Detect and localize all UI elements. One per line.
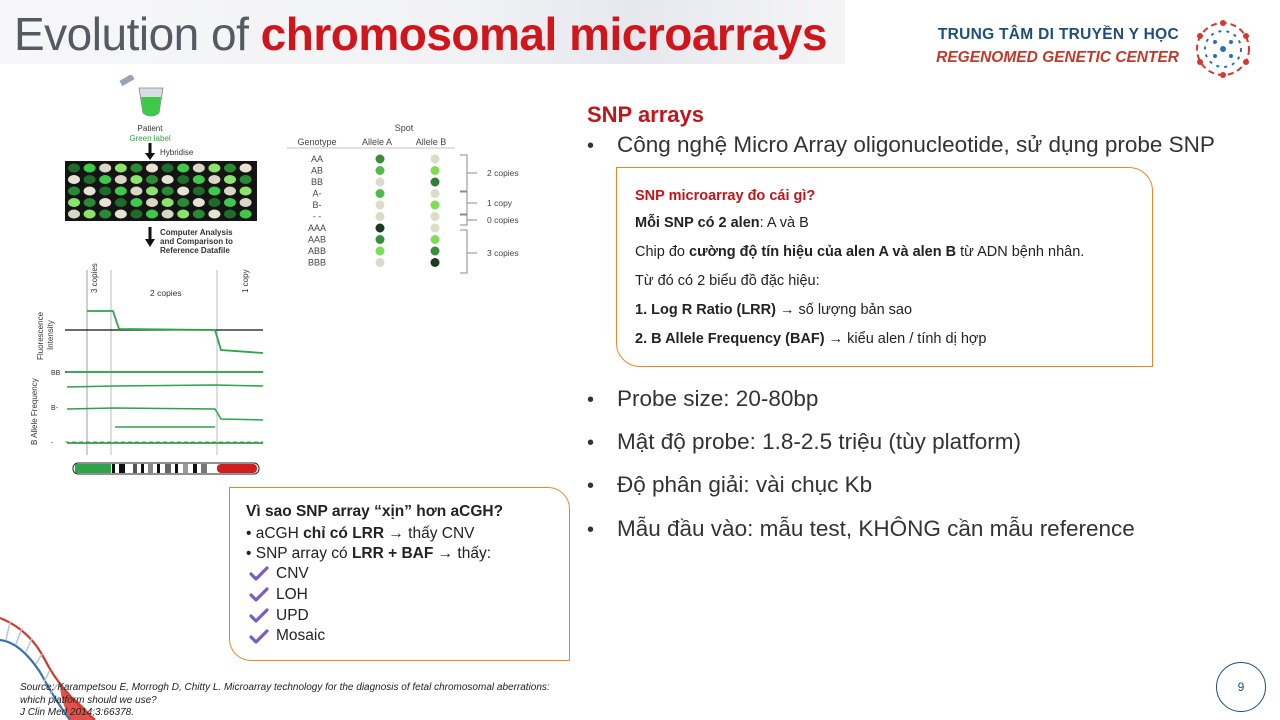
array-spot (130, 164, 142, 173)
hybridise-label: Hybridise (160, 148, 194, 157)
slide-title (14, 8, 827, 60)
source-line-2: which platform should we use? (20, 694, 157, 706)
baf-tick-dash: - (51, 440, 54, 447)
source-citation (20, 682, 620, 720)
allele-b-header: Allele B (415, 137, 447, 147)
check-item-mosaic (246, 626, 569, 647)
source-line-1: Source: Karampetsou E, Morrogh D, Chitty L. Microarray technology for the diagnosis of fetal chromosomal aberrations: (20, 682, 550, 693)
green-label: Green label (129, 134, 171, 143)
track-3-copies: 3 copies (90, 263, 99, 293)
allele-spot (431, 201, 440, 210)
regenomed-logo-icon (1190, 16, 1256, 82)
allele-spot (431, 224, 440, 233)
array-spot (208, 175, 220, 184)
title-part-gray: Evolution of (14, 8, 261, 60)
allele-spot (431, 155, 440, 164)
genotype-label: AB (310, 165, 324, 176)
allele-spot (431, 258, 440, 267)
callout-line-5: 2. B Allele Frequency (BAF) → kiểu alen / tính dị hợp (635, 331, 987, 347)
bullet-input-sample (587, 516, 1135, 542)
array-spot (99, 210, 111, 219)
array-spot (68, 175, 80, 184)
genotype-label: BB (310, 177, 324, 187)
check-item-label: Mosaic (276, 627, 326, 645)
copy-label-2: 2 copies (487, 168, 519, 178)
array-spot (99, 175, 111, 184)
array-spot (208, 164, 220, 173)
main-bullet-text: Công nghệ Micro Array oligonucleotide, sử dụng probe SNP (617, 132, 1215, 157)
checkmark-icon (248, 566, 270, 582)
array-spot (208, 210, 220, 219)
genotype-label: BBB (307, 257, 327, 268)
allele-spot (376, 155, 385, 164)
spot-header: Spot (394, 123, 414, 133)
analysis-line-3: Reference Datafile (160, 246, 230, 255)
lrr-baf-tracks (30, 263, 263, 474)
array-spot (208, 187, 220, 196)
array-spot (84, 210, 96, 219)
checkmark-icon (248, 608, 270, 624)
allele-spot (376, 201, 385, 210)
bullet-dot: • (587, 135, 595, 157)
array-spot (193, 198, 205, 207)
array-spot (177, 164, 189, 173)
bullet-probe-size (587, 386, 818, 412)
bullet-probe-density (587, 429, 1021, 455)
copy-label-0: 0 copies (487, 215, 519, 225)
array-spot (146, 187, 158, 196)
analysis-line-2: and Comparison to (160, 237, 233, 246)
source-line-3: J Clin Med 2014;3:66378. (20, 707, 134, 718)
callout-line-4: 1. Log R Ratio (LRR) → số lượng bản sao (635, 302, 913, 318)
bullet-text: Mật độ probe: 1.8-2.5 triệu (tùy platform) (617, 429, 1021, 454)
track-1-copy: 1 copy (241, 269, 250, 293)
copy-label-3: 3 copies (487, 248, 519, 258)
array-spot (177, 187, 189, 196)
snp-arrays-heading: SNP arrays (587, 102, 705, 127)
fluorescence-label-2: Intensity (46, 320, 55, 350)
array-spot (162, 210, 174, 219)
callout-line-2: Chip đo cường độ tín hiệu của alen A và alen B từ ADN bệnh nhân. (635, 244, 1085, 260)
array-spot (193, 175, 205, 184)
array-spot (115, 187, 127, 196)
array-spot (177, 175, 189, 184)
bullet-dot: • (587, 389, 595, 411)
allele-spot (431, 235, 440, 244)
allele-spot (431, 247, 440, 256)
bullet-dot: • (587, 475, 595, 497)
array-spot (193, 187, 205, 196)
allele-spot (376, 224, 385, 233)
array-spot (208, 198, 220, 207)
array-spot (130, 187, 142, 196)
array-spot (240, 175, 252, 184)
bullet-dot: • (587, 519, 595, 541)
array-spot (130, 198, 142, 207)
check-item-loh (246, 585, 569, 606)
genotype-header: Genotype (297, 137, 337, 147)
array-spot (115, 198, 127, 207)
main-bullet (587, 132, 1215, 158)
fluorescence-label-1: Fluorescence (36, 311, 45, 360)
bullet-dot: • (587, 432, 595, 454)
page-number: 9 (1216, 662, 1266, 712)
check-item-cnv (246, 564, 569, 585)
copy-label-1: 1 copy (487, 198, 513, 208)
genotype-label: - - (312, 211, 322, 222)
genotype-label: AAB (307, 234, 327, 245)
why-title: Vì sao SNP array “xịn” hơn aCGH? (246, 503, 504, 520)
array-spot (193, 210, 205, 219)
check-item-label: UPD (276, 606, 309, 624)
array-spot (162, 175, 174, 184)
why-snp-box (229, 487, 570, 661)
array-spot (224, 198, 236, 207)
title-part-red: chromosomal microarrays (260, 8, 827, 60)
array-spot (84, 198, 96, 207)
baf-axis-label: B Allele Frequency (30, 378, 39, 445)
checkmark-icon (248, 629, 270, 645)
array-spot (224, 164, 236, 173)
chromosome-ideogram (73, 463, 259, 474)
allele-spot (376, 189, 385, 198)
array-spot (115, 175, 127, 184)
baf-tick-bb: BB (51, 370, 61, 377)
baf-tick-b: B- (51, 405, 58, 412)
allele-spot (376, 247, 385, 256)
array-spot (240, 164, 252, 173)
array-spot (99, 164, 111, 173)
why-line-2: • SNP array có LRR + BAF → thấy: (246, 545, 492, 562)
array-spot (224, 210, 236, 219)
snp-array-figure (15, 75, 575, 485)
callout-line-3: Từ đó có 2 biểu đồ đặc hiệu: (635, 273, 820, 289)
genotype-label: ABB (307, 246, 327, 256)
array-spot (146, 198, 158, 207)
array-spot (99, 187, 111, 196)
array-spot (130, 175, 142, 184)
allele-spot (431, 166, 440, 175)
allele-spot (376, 212, 385, 221)
patient-label: Patient (137, 124, 163, 133)
array-spot (224, 175, 236, 184)
genotype-label: B- (312, 200, 322, 210)
array-spot (84, 175, 96, 184)
why-line-1: • aCGH chỉ có LRR → thấy CNV (246, 525, 475, 542)
track-2-copies: 2 copies (150, 288, 182, 298)
genotype-label: A- (312, 188, 322, 199)
array-spot (146, 164, 158, 173)
check-item-upd (246, 606, 569, 627)
array-spot (84, 187, 96, 196)
bullet-text: Probe size: 20-80bp (617, 386, 819, 411)
genotype-label: AAA (307, 223, 327, 233)
array-spot (162, 164, 174, 173)
center-name: TRUNG TÂM DI TRUYỀN Y HỌC (937, 26, 1179, 43)
genotype-label: AA (310, 154, 324, 164)
allele-spot (376, 166, 385, 175)
allele-spot (431, 189, 440, 198)
array-spot (68, 187, 80, 196)
analysis-line-1: Computer Analysis (160, 228, 233, 237)
callout-title: SNP microarray đo cái gì? (635, 188, 816, 204)
check-item-label: LOH (276, 585, 308, 603)
microarray-chip (65, 161, 257, 221)
array-spot (162, 198, 174, 207)
array-spot (146, 210, 158, 219)
array-spot (115, 164, 127, 173)
test-tube-icon (119, 75, 163, 116)
bullet-resolution (587, 472, 872, 498)
array-spot (84, 164, 96, 173)
bullet-text: Mẫu đầu vào: mẫu test, KHÔNG cần mẫu reference (617, 516, 1135, 541)
array-spot (68, 164, 80, 173)
array-spot (130, 210, 142, 219)
array-spot (177, 210, 189, 219)
bullet-text: Độ phân giải: vài chục Kb (617, 472, 873, 497)
array-spot (224, 187, 236, 196)
array-spot (68, 210, 80, 219)
allele-spot (376, 235, 385, 244)
array-spot (115, 210, 127, 219)
check-item-label: CNV (276, 565, 309, 582)
allele-spot (431, 212, 440, 221)
array-spot (162, 187, 174, 196)
snp-measure-callout (616, 167, 1153, 367)
array-spot (193, 164, 205, 173)
array-spot (240, 210, 252, 219)
array-spot (177, 198, 189, 207)
array-spot (146, 175, 158, 184)
center-subname: REGENOMED GENETIC CENTER (936, 49, 1179, 66)
checkmark-icon (248, 587, 270, 603)
array-spot (240, 198, 252, 207)
allele-spot (376, 178, 385, 187)
callout-line-1: Mỗi SNP có 2 alen: A và B (635, 215, 809, 231)
array-spot (99, 198, 111, 207)
allele-spot (376, 258, 385, 267)
array-spot (68, 198, 80, 207)
allele-spot (431, 178, 440, 187)
array-spot (240, 187, 252, 196)
allele-a-header: Allele A (361, 137, 393, 147)
